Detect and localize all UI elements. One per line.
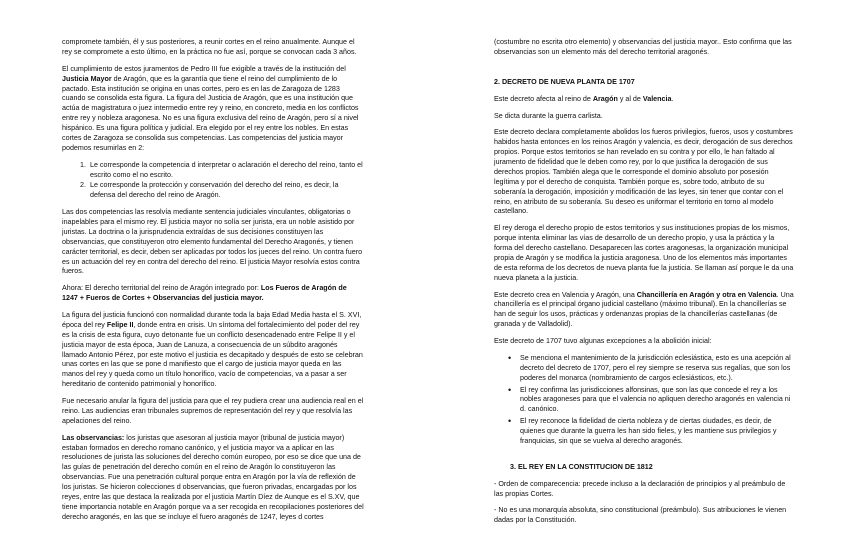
paragraph: compromete también, él y sus posteriores, a reunir cortes en el reino anualmente. Aunque el rey se compromete a esto último, en la práctica no fue así, porque se convocan cada 3 años. [62, 38, 357, 56]
right-text-column [494, 38, 794, 533]
list-item: 2. Le corresponde la protección y conservación del derecho del reino, es decir, la defensa del derecho del reino de Aragón. [88, 181, 364, 201]
text-span: y al de [617, 94, 643, 103]
bold-term: Felipe II [106, 320, 134, 329]
list-item: • Se menciona el mantenimiento de la jurisdicción eclesiástica, esto es una acepción al decreto del decreto de 1707, pero el rey siempre se reserva sus regalías, que son los poderes del monarca (nombramiento de cargos eclesiásticos, etc.). [520, 354, 794, 384]
text-span: . Una chancillería es el principal órgano judicial castellano (máximo tribunal). En la chancillerías se han de seguir los usos, prácticas y ordenanzas propias de la chancillerías castellanas (de granada y de Valladolid). [494, 290, 794, 329]
section-heading-rey-1812: 3. EL REY EN LA CONSTITUCION DE 1812 [510, 462, 653, 471]
spacer [494, 65, 794, 78]
excepciones-list [494, 354, 794, 447]
paragraph-chancilleria [494, 291, 794, 331]
text-span: El cumplimiento de estos juramentos de Pedro III fue exigible a través de la institución del [62, 64, 346, 73]
bold-term: Aragón [592, 94, 618, 103]
paragraph: Este decreto declara completamente abolidos los fueros privilegios, fueros, usos y costumbres habidos hasta entonces en los reinos Aragón y valencia, es decir, derogación de sus derechos propios. Porque estos territorios se han revelado en su contra y por ello, le han faltado al juramento de fidelidad que le deben como rey, por lo que justifica la derogación de sus derechos propios. También alega que le corresponde el dominio absoluto por posesión legítima y por el derecho de conquista. También porque es, sobre todo, atributo de su soberanía la derogación, imposición y modificación de las leyes, sin tener que contar con el reino, en atributo de su soberanía. Su deseo es uniformar el territorio en torno al modelo castellano. [494, 128, 793, 216]
text-span: Ahora: El derecho territorial del reino de Aragón integrado por: [62, 284, 261, 293]
bold-term: Chancillería en Aragón y otra en Valencia [636, 290, 777, 299]
text-span: los juristas que asesoran al justicia mayor (tribunal de justicia mayor) estaban formados en derecho romano canónico, y el justicia mayor va a aplicar en las resoluciones de jurista las soluciones del derecho común europeo, por eso se dice que una de las guías de penetración del derecho común en el reino de Aragón lo constituyeron las observancias. Fue una penetración cultural porque entra en Aragón por la vía de reflexión de los juristas. Se hicieron colecciones d observancias, que fueron privadas, encargadas por los reyes, entre las que destaca la realizada por el justicia Martín Díez de Aunque es el S.XV, que tiene importancia notable en Aragón porque va a ser recogida en recopilaciones posteriores del derecho aragonés, en las que se incluye el fuero aragonés de 1247, leyes d cortes [62, 433, 364, 521]
paragraph: Se dicta durante la guerra carlista. [494, 111, 603, 120]
list-item: • El rey confirma las jurisdicciones alfonsinas, que son las que concede el rey a los nobles aragoneses para que el valencia no apliquen derecho aragonés en valencia ni d. canónico. [520, 386, 794, 416]
text-span: . [671, 94, 674, 103]
paragraph: El rey deroga el derecho propio de estos territorios y sus instituciones propias de los mismos, porque intenta eliminar las vías de desarrollo de un derecho propio, y usa la práctica y la forma del derecho castellano. Desaparecen las cortes aragonesas, la organización municipal propia de Aragón y se modifica la justicia aragonesa. Uno de los elementos más importantes de esta reforma de los decretos de nueva planta fue la justicia. Se llaman así porque le da una nueva planeta a la justicia. [494, 224, 794, 282]
bold-term: Los Fueros de Aragón de 1247 + Fueros de Cortes + Observancias del justicia mayor. [62, 284, 347, 303]
paragraph-derecho-territorial [62, 284, 364, 304]
text-span: La figura del justicia funcionó con normalidad durante toda la baja Edad Media hasta el S. XVI, época del rey [62, 311, 362, 329]
paragraph-observancias [62, 434, 364, 523]
list-item: 1. Le corresponde la competencia d interpretar o aclaración el derecho del reino, tanto el escrito como el no escrito. [88, 161, 364, 181]
paragraph: Este decreto de 1707 tuvo algunas excepciones a la abolición inicial: [494, 337, 712, 345]
competencias-list [62, 161, 364, 202]
text-span: , donde entra en crisis. Un síntoma del fortalecimiento del poder del rey es la crisis de esta figura, cuyo detonante fue un conflicto desencadenado entre Felipe II y el justicia mayor de esta época, Juan de Lanuza, a consecuencia de un súbdito aragonés llamado Antonio Pérez, por este motivo el justicia es decapitado y después de esto se celebran unas cortes en las que se pone d manifiesto que el cargo de justicia mayor queda en las manos del rey y queda como un título honorífico, vacío de competencias, va a pasar a ser hereditario de contenido patrimonial y honorífico. [62, 320, 363, 389]
paragraph-felipe-ii [62, 311, 364, 390]
text-span: Este decreto afecta al reino de [494, 94, 593, 103]
left-text-column [62, 38, 364, 530]
paragraph: - No es una monarquía absoluta, sino constitucional (preámbulo). Sus atribuciones le vienen dadas por la Constitución. [494, 506, 787, 525]
bold-term: Las observancias: [62, 433, 125, 442]
paragraph: Fue necesario anular la figura del justicia para que el rey pudiera crear una audiencia real en el reino. Las audiencias eran tribunales supremos de representación del rey y que resolvía las apelaciones del reino. [62, 397, 364, 425]
section-heading-decreto: 2. DECRETO DE NUEVA PLANTA DE 1707 [494, 77, 635, 86]
paragraph-justicia-mayor [62, 65, 364, 154]
text-span: de Aragón, que es la garantía que tiene el reino del cumplimiento de lo pactado. Esta institución se origina en unas cortes, pero es en las de Zaragoza de 1283 cuando se consolida esta figura. La figura del Justicia de Aragón, que es una institución que actúa de magistratura o juez intermedio entre rey y reino, en concreto, media en los conflictos entre rey y nobleza aragonesa. No es una figura exclusiva del reino de Aragón, pero sí a nivel hispánico. Es una figura política y judicial. Era elegido por el rey entre los nobles. En estas cortes de Zaragoza se consolida sus competencias. Las competencias del justicia mayor podemos resumirlas en 2: [62, 74, 359, 152]
list-item: • El rey reconoce la fidelidad de cierta nobleza y de ciertas ciudades, es decir, de quienes que durante la guerra les han sido fieles, y les mantiene sus privilegios y franquicias, sin que se vuelva al derecho aragonés. [520, 417, 794, 447]
bold-term: Justicia Mayor [62, 74, 112, 83]
paragraph: Las dos competencias las resolvía mediante sentencia judiciales vinculantes, obligatorias o inapelables para el mismo rey. El justicia mayor no solía ser jurista, era un noble asistido por juristas. La doctrina o la jurisprudencia extraídas de sus decisiones constituyen las observancias, que constituyeron otro elemento fundamental del Derecho Aragonés, y tienen carácter territorial, es decir, deben ser aplicadas por todos los jueces del reino. Un contra fuero es un actuación del rey en contra del derecho del reino. El justicia Mayor resolvía estos contra fueros. [62, 208, 363, 276]
text-span: Este decreto crea en Valencia y Aragón, una [494, 290, 637, 299]
spacer [494, 454, 794, 463]
bold-term: Valencia [642, 94, 672, 103]
paragraph-afecta [494, 95, 794, 105]
paragraph: (costumbre no escrita otro elemento) y observancias del justicia mayor.. Esto confirma que las observancias son un elemento más del derecho territorial aragonés. [494, 38, 792, 56]
right-page [424, 0, 848, 556]
paragraph: - Orden de comparecencia: precede incluso a la declaración de principios y al preámbulo de las propias Cortes. [494, 479, 786, 498]
